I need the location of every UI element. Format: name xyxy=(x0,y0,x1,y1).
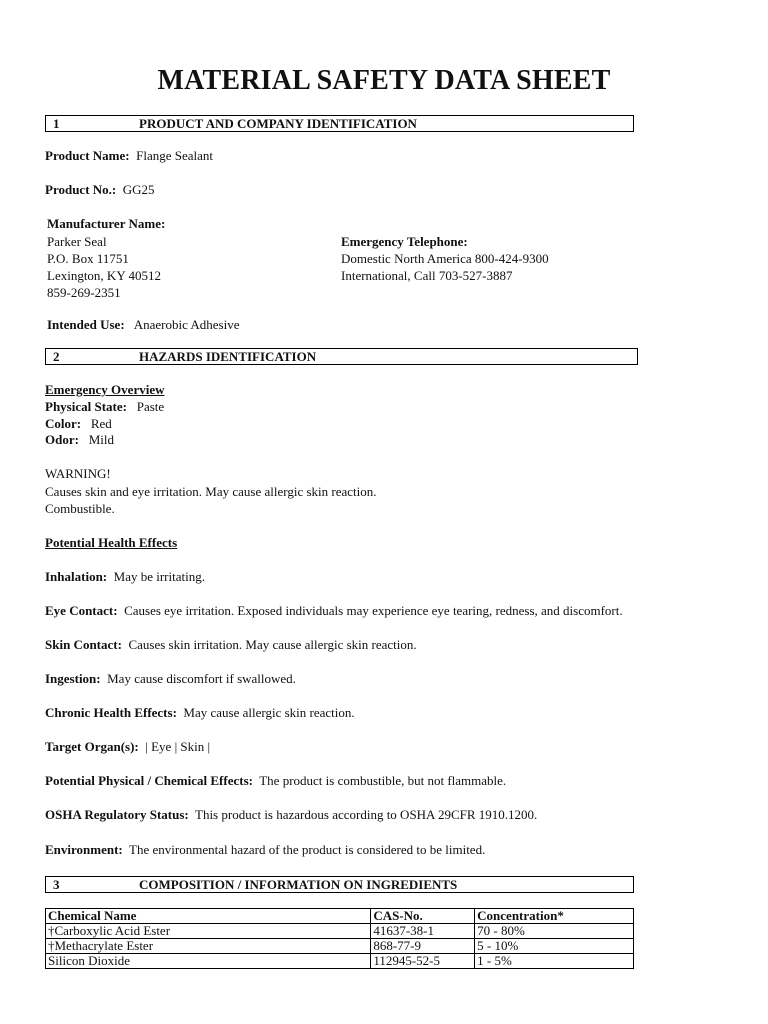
section-3-header xyxy=(45,876,634,893)
section-number: 2 xyxy=(53,349,60,364)
ingestion-value: May cause discomfort if swallowed. xyxy=(107,671,296,686)
target-organs-row xyxy=(45,738,210,755)
manufacturer-line: P.O. Box 11751 xyxy=(47,251,129,266)
chemical-name-cell: †Methacrylate Ester xyxy=(46,939,371,954)
osha-row xyxy=(45,806,537,823)
physical-state-label: Physical State: xyxy=(45,399,127,414)
section-title: HAZARDS IDENTIFICATION xyxy=(139,349,317,364)
intended-use-value: Anaerobic Adhesive xyxy=(133,317,240,332)
column-header: Concentration* xyxy=(475,909,634,924)
chemical-name-cell: †Carboxylic Acid Ester xyxy=(46,924,371,939)
physical-chemical-value: The product is combustible, but not flammable. xyxy=(259,773,507,788)
section-number: 1 xyxy=(53,116,60,131)
odor-label: Odor: xyxy=(45,432,79,447)
physical-chemical-label: Potential Physical / Chemical Effects: xyxy=(45,773,253,788)
section-title: COMPOSITION / INFORMATION ON INGREDIENTS xyxy=(139,877,458,892)
emergency-telephone-line: Domestic North America 800-424-9300 xyxy=(341,251,549,266)
ingestion-row xyxy=(45,670,296,687)
section-1-header xyxy=(45,115,634,132)
section-number: 3 xyxy=(53,877,60,892)
physical-state-value: Paste xyxy=(136,399,165,414)
color-value: Red xyxy=(90,416,112,431)
inhalation-label: Inhalation: xyxy=(45,569,108,584)
table-row xyxy=(46,924,634,939)
cas-number-cell: 868-77-9 xyxy=(371,939,475,954)
skin-contact-row xyxy=(45,636,417,653)
concentration-cell: 70 - 80% xyxy=(475,924,634,939)
environment-value: The environmental hazard of the product is considered to be limited. xyxy=(129,842,486,857)
ingredients-table xyxy=(45,908,634,969)
emergency-telephone-line: International, Call 703-527-3887 xyxy=(341,268,513,283)
odor-row xyxy=(45,431,114,448)
target-organs-value: | Eye | Skin | xyxy=(145,739,211,754)
potential-health-effects-heading: Potential Health Effects xyxy=(45,535,178,550)
product-name-label: Product Name: xyxy=(45,148,130,163)
table-row xyxy=(46,954,634,969)
ingestion-label: Ingestion: xyxy=(45,671,101,686)
product-no-value: GG25 xyxy=(122,182,155,197)
chronic-effects-row xyxy=(45,704,355,721)
warning-line: Causes skin and eye irritation. May cause allergic skin reaction. xyxy=(45,484,377,499)
product-name-row xyxy=(45,147,213,164)
concentration-cell: 5 - 10% xyxy=(475,939,634,954)
column-header: CAS-No. xyxy=(371,909,475,924)
warning-heading: WARNING! xyxy=(45,466,111,481)
product-name-value: Flange Sealant xyxy=(136,148,214,163)
odor-value: Mild xyxy=(88,432,114,447)
physical-chemical-row xyxy=(45,772,506,789)
chronic-effects-label: Chronic Health Effects: xyxy=(45,705,177,720)
osha-value: This product is hazardous according to OSHA 29CFR 1910.1200. xyxy=(195,807,538,822)
eye-contact-value: Causes eye irritation. Exposed individuals may experience eye tearing, redness, and discomfort. xyxy=(124,603,623,618)
document-title: MATERIAL SAFETY DATA SHEET xyxy=(157,65,611,96)
environment-row xyxy=(45,841,485,858)
table-header-row xyxy=(46,909,634,924)
emergency-overview-heading: Emergency Overview xyxy=(45,382,165,397)
chemical-name-cell: Silicon Dioxide xyxy=(46,954,371,969)
physical-state-row xyxy=(45,398,164,415)
emergency-telephone-label: Emergency Telephone: xyxy=(341,234,468,249)
concentration-cell: 1 - 5% xyxy=(475,954,634,969)
intended-use-label: Intended Use: xyxy=(47,317,125,332)
table-row xyxy=(46,939,634,954)
section-title: PRODUCT AND COMPANY IDENTIFICATION xyxy=(139,116,417,131)
skin-contact-value: Causes skin irritation. May cause allergic skin reaction. xyxy=(128,637,417,652)
manufacturer-line: Parker Seal xyxy=(47,234,107,249)
column-header: Chemical Name xyxy=(46,909,371,924)
section-2-header xyxy=(45,348,638,365)
product-no-row xyxy=(45,181,155,198)
cas-number-cell: 41637-38-1 xyxy=(371,924,475,939)
eye-contact-row xyxy=(45,602,623,619)
warning-line: Combustible. xyxy=(45,501,115,516)
manufacturer-line: Lexington, KY 40512 xyxy=(47,268,161,283)
inhalation-row xyxy=(45,568,205,585)
target-organs-label: Target Organ(s): xyxy=(45,739,139,754)
product-no-label: Product No.: xyxy=(45,182,117,197)
inhalation-value: May be irritating. xyxy=(113,569,205,584)
intended-use-row xyxy=(47,316,239,333)
eye-contact-label: Eye Contact: xyxy=(45,603,118,618)
color-label: Color: xyxy=(45,416,82,431)
color-row xyxy=(45,415,112,432)
osha-label: OSHA Regulatory Status: xyxy=(45,807,189,822)
environment-label: Environment: xyxy=(45,842,123,857)
cas-number-cell: 112945-52-5 xyxy=(371,954,475,969)
chronic-effects-value: May cause allergic skin reaction. xyxy=(183,705,355,720)
manufacturer-label: Manufacturer Name: xyxy=(47,216,166,231)
manufacturer-line: 859-269-2351 xyxy=(47,285,121,300)
skin-contact-label: Skin Contact: xyxy=(45,637,122,652)
